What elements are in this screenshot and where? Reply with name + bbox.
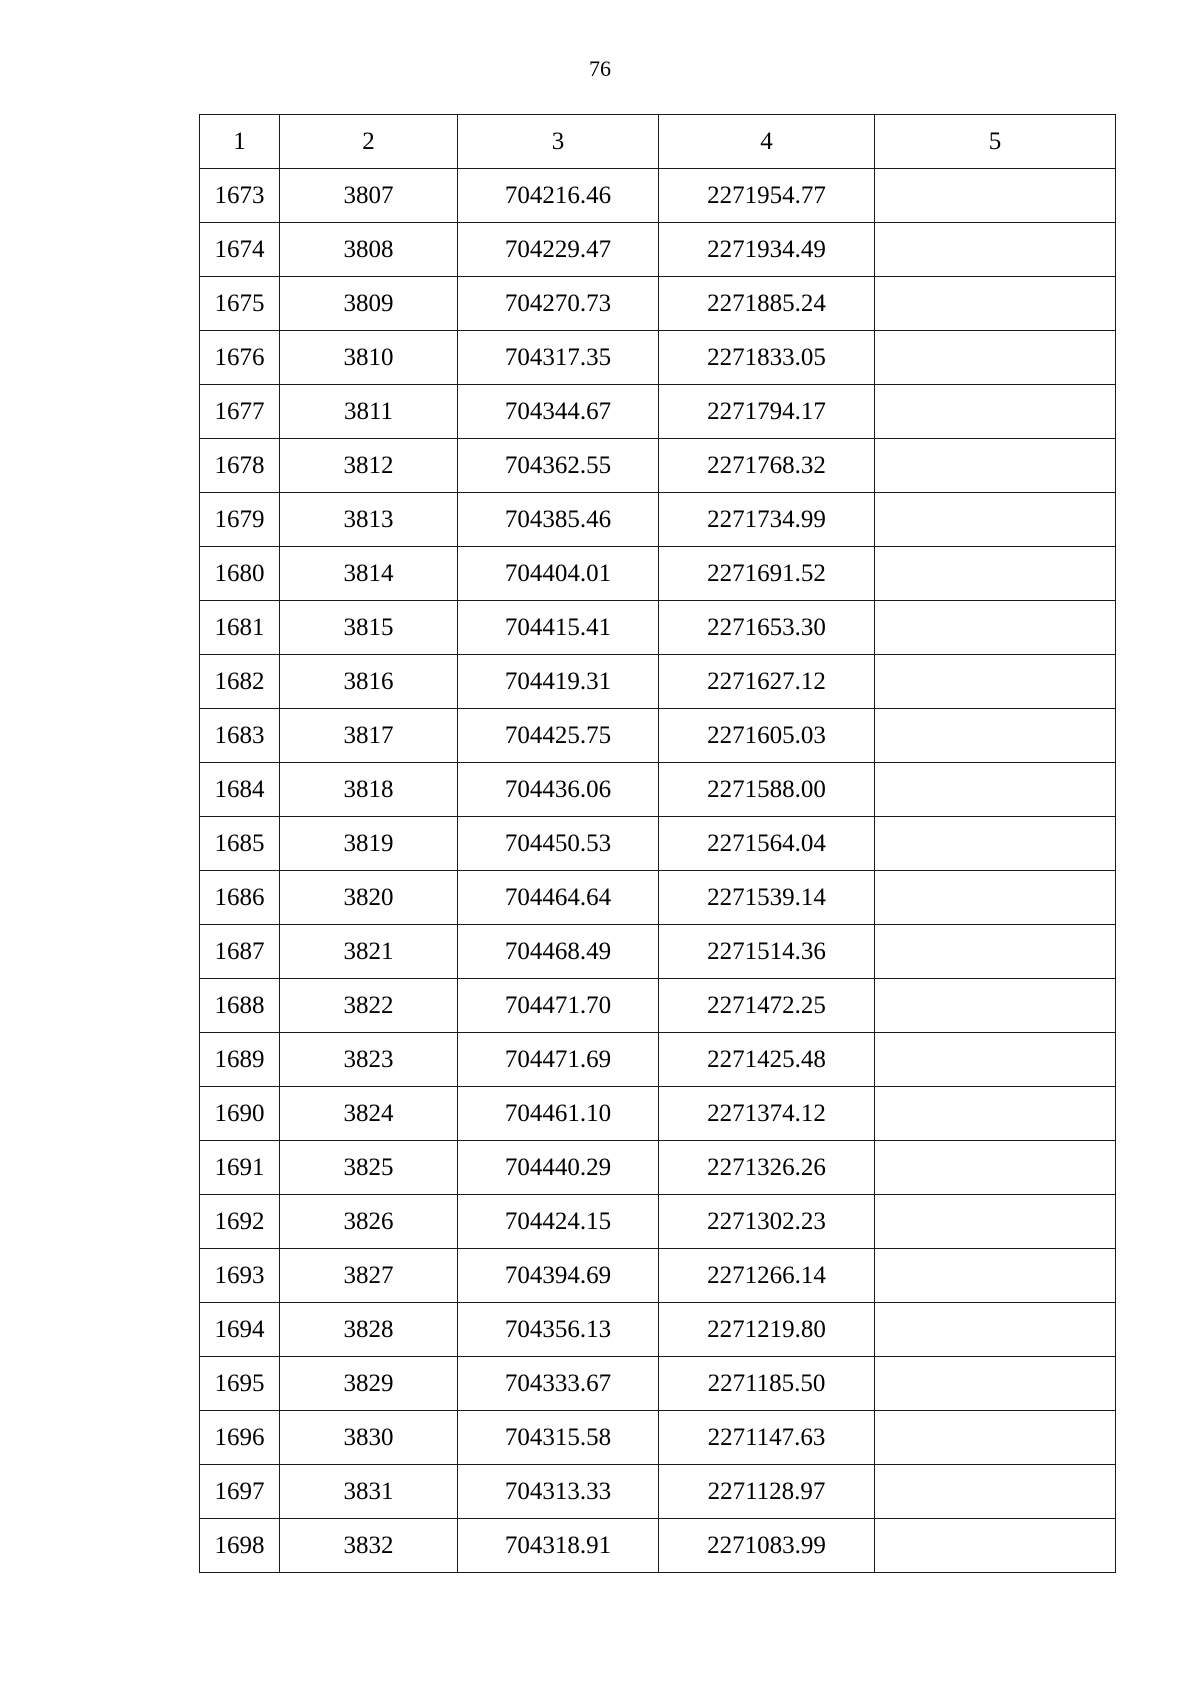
table-cell: 1695 — [200, 1357, 280, 1411]
table-cell: 3815 — [280, 601, 458, 655]
table-row — [200, 925, 1116, 979]
table-cell: 3813 — [280, 493, 458, 547]
table-cell: 3821 — [280, 925, 458, 979]
table-cell: 1687 — [200, 925, 280, 979]
table-cell: 2271768.32 — [659, 439, 875, 493]
table-cell — [875, 493, 1116, 547]
table-cell: 3818 — [280, 763, 458, 817]
table-cell: 704464.64 — [458, 871, 659, 925]
table-cell: 3809 — [280, 277, 458, 331]
table-cell: 2271514.36 — [659, 925, 875, 979]
table-cell: 2271653.30 — [659, 601, 875, 655]
table-cell — [875, 871, 1116, 925]
table-cell: 3825 — [280, 1141, 458, 1195]
table-cell: 704317.35 — [458, 331, 659, 385]
table-cell: 3828 — [280, 1303, 458, 1357]
table-cell: 3814 — [280, 547, 458, 601]
table-row — [200, 1465, 1116, 1519]
table-cell — [875, 979, 1116, 1033]
table-header-row — [200, 115, 1116, 169]
table-row — [200, 979, 1116, 1033]
table-cell: 3829 — [280, 1357, 458, 1411]
table-row — [200, 1087, 1116, 1141]
table-row — [200, 493, 1116, 547]
table-cell: 1690 — [200, 1087, 280, 1141]
table-cell: 2271472.25 — [659, 979, 875, 1033]
table-cell — [875, 655, 1116, 709]
table-cell: 1674 — [200, 223, 280, 277]
table-cell: 2271185.50 — [659, 1357, 875, 1411]
table-cell: 704356.13 — [458, 1303, 659, 1357]
table-cell: 704419.31 — [458, 655, 659, 709]
table-cell: 2271588.00 — [659, 763, 875, 817]
table-cell: 704362.55 — [458, 439, 659, 493]
table-cell — [875, 925, 1116, 979]
table-row — [200, 1357, 1116, 1411]
table-cell: 3817 — [280, 709, 458, 763]
table-cell: 1677 — [200, 385, 280, 439]
table-cell: 2271083.99 — [659, 1519, 875, 1573]
table-cell: 704461.10 — [458, 1087, 659, 1141]
column-header: 5 — [875, 115, 1116, 169]
table-cell: 2271539.14 — [659, 871, 875, 925]
table-row — [200, 655, 1116, 709]
table-row — [200, 547, 1116, 601]
table-cell: 3820 — [280, 871, 458, 925]
table-cell — [875, 1249, 1116, 1303]
table-cell — [875, 169, 1116, 223]
table-cell: 1681 — [200, 601, 280, 655]
table-cell: 704313.33 — [458, 1465, 659, 1519]
table-cell: 1685 — [200, 817, 280, 871]
table-cell: 2271219.80 — [659, 1303, 875, 1357]
table-cell — [875, 709, 1116, 763]
table-cell — [875, 547, 1116, 601]
table-cell: 704440.29 — [458, 1141, 659, 1195]
page-number: 76 — [589, 56, 611, 81]
table-cell: 1676 — [200, 331, 280, 385]
table-cell: 1693 — [200, 1249, 280, 1303]
table-cell: 1673 — [200, 169, 280, 223]
table-cell: 1697 — [200, 1465, 280, 1519]
table-cell — [875, 1195, 1116, 1249]
table-cell: 3816 — [280, 655, 458, 709]
table-cell: 2271266.14 — [659, 1249, 875, 1303]
table-cell: 1680 — [200, 547, 280, 601]
table-cell: 704468.49 — [458, 925, 659, 979]
table-cell — [875, 763, 1116, 817]
table-row — [200, 385, 1116, 439]
table-cell: 704318.91 — [458, 1519, 659, 1573]
table-cell: 3832 — [280, 1519, 458, 1573]
table-cell — [875, 601, 1116, 655]
table-cell: 704415.41 — [458, 601, 659, 655]
table-cell: 2271326.26 — [659, 1141, 875, 1195]
table-row — [200, 709, 1116, 763]
table-cell: 704425.75 — [458, 709, 659, 763]
table-cell: 1692 — [200, 1195, 280, 1249]
table-cell — [875, 385, 1116, 439]
table-cell: 2271128.97 — [659, 1465, 875, 1519]
table-body — [200, 169, 1116, 1573]
table-row — [200, 439, 1116, 493]
table-row — [200, 601, 1116, 655]
table-cell: 2271627.12 — [659, 655, 875, 709]
table-cell: 704315.58 — [458, 1411, 659, 1465]
table-cell: 2271885.24 — [659, 277, 875, 331]
table-cell: 3826 — [280, 1195, 458, 1249]
table-row — [200, 1303, 1116, 1357]
table-row — [200, 871, 1116, 925]
table-cell: 704471.69 — [458, 1033, 659, 1087]
table-cell: 1682 — [200, 655, 280, 709]
table-row — [200, 1519, 1116, 1573]
table-row — [200, 1033, 1116, 1087]
table-cell: 1689 — [200, 1033, 280, 1087]
table-cell: 704333.67 — [458, 1357, 659, 1411]
table-cell: 704394.69 — [458, 1249, 659, 1303]
table-cell: 3824 — [280, 1087, 458, 1141]
table-cell: 1688 — [200, 979, 280, 1033]
table-cell: 3807 — [280, 169, 458, 223]
table-cell: 2271794.17 — [659, 385, 875, 439]
table-cell — [875, 277, 1116, 331]
table-cell — [875, 1303, 1116, 1357]
table-cell: 704270.73 — [458, 277, 659, 331]
table-cell: 704404.01 — [458, 547, 659, 601]
column-header: 4 — [659, 115, 875, 169]
table-cell: 1678 — [200, 439, 280, 493]
table-cell: 3823 — [280, 1033, 458, 1087]
table-row — [200, 817, 1116, 871]
table-cell: 3808 — [280, 223, 458, 277]
table-row — [200, 277, 1116, 331]
table-row — [200, 1195, 1116, 1249]
table-cell: 1679 — [200, 493, 280, 547]
table-cell: 2271954.77 — [659, 169, 875, 223]
table-cell — [875, 223, 1116, 277]
table-cell: 2271564.04 — [659, 817, 875, 871]
table-cell: 1696 — [200, 1411, 280, 1465]
table-cell — [875, 1087, 1116, 1141]
table-cell: 704229.47 — [458, 223, 659, 277]
table-cell — [875, 1519, 1116, 1573]
table-row — [200, 1249, 1116, 1303]
table-cell — [875, 1465, 1116, 1519]
table-cell: 3827 — [280, 1249, 458, 1303]
table-cell: 3811 — [280, 385, 458, 439]
table-row — [200, 169, 1116, 223]
table-cell: 2271734.99 — [659, 493, 875, 547]
table-cell: 2271605.03 — [659, 709, 875, 763]
table-cell — [875, 817, 1116, 871]
table-cell: 1691 — [200, 1141, 280, 1195]
table-cell — [875, 439, 1116, 493]
table-row — [200, 1141, 1116, 1195]
table-cell — [875, 1411, 1116, 1465]
table-cell: 704385.46 — [458, 493, 659, 547]
table-cell: 1683 — [200, 709, 280, 763]
table-cell: 2271691.52 — [659, 547, 875, 601]
table-row — [200, 1411, 1116, 1465]
column-header: 3 — [458, 115, 659, 169]
table-cell: 2271302.23 — [659, 1195, 875, 1249]
table-cell: 704344.67 — [458, 385, 659, 439]
table-cell: 704216.46 — [458, 169, 659, 223]
table-cell: 704471.70 — [458, 979, 659, 1033]
table-cell: 2271934.49 — [659, 223, 875, 277]
table-cell: 704450.53 — [458, 817, 659, 871]
table-cell: 1675 — [200, 277, 280, 331]
table-cell: 3830 — [280, 1411, 458, 1465]
table-cell: 2271374.12 — [659, 1087, 875, 1141]
table-cell: 3812 — [280, 439, 458, 493]
table-cell — [875, 1033, 1116, 1087]
table-cell: 1684 — [200, 763, 280, 817]
column-header: 1 — [200, 115, 280, 169]
table-cell: 1686 — [200, 871, 280, 925]
table-cell: 2271425.48 — [659, 1033, 875, 1087]
table-cell — [875, 1141, 1116, 1195]
table-row — [200, 223, 1116, 277]
table-cell: 704436.06 — [458, 763, 659, 817]
table-cell: 3819 — [280, 817, 458, 871]
table-cell — [875, 1357, 1116, 1411]
table-cell: 704424.15 — [458, 1195, 659, 1249]
table-cell: 2271833.05 — [659, 331, 875, 385]
table-row — [200, 763, 1116, 817]
table-cell — [875, 331, 1116, 385]
table-row — [200, 331, 1116, 385]
table-cell: 1698 — [200, 1519, 280, 1573]
table-cell: 3831 — [280, 1465, 458, 1519]
coordinates-table — [199, 114, 1116, 1573]
table-cell: 2271147.63 — [659, 1411, 875, 1465]
column-header: 2 — [280, 115, 458, 169]
table-cell: 3822 — [280, 979, 458, 1033]
table-cell: 3810 — [280, 331, 458, 385]
table-cell: 1694 — [200, 1303, 280, 1357]
